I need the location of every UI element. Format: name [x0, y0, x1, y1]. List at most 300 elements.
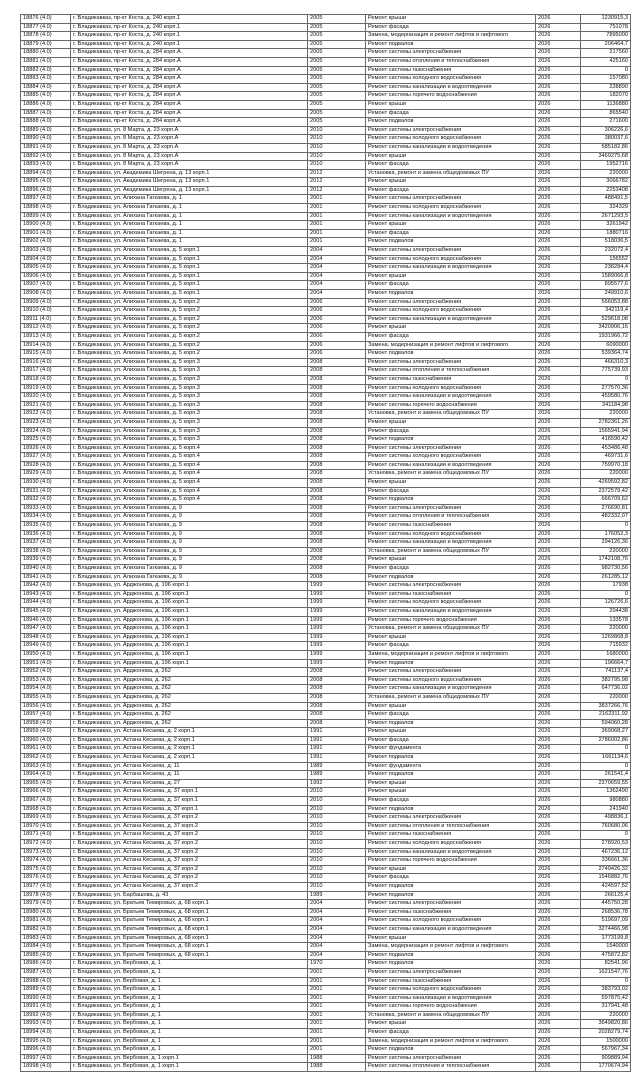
cost-cell: 1661134,6 [581, 754, 631, 763]
build-year-cell: 2005 [308, 118, 366, 127]
work-type-cell: Ремонт системы газоснабжения [366, 66, 536, 75]
cost-cell: 126726,6 [581, 599, 631, 608]
cost-cell: 271600 [581, 118, 631, 127]
row-id-cell: 18916 (4.0) [21, 358, 71, 367]
row-id-cell: 18915 (4.0) [21, 350, 71, 359]
address-cell: г. Владикавказ, пр-кт Коста, д. 284 корп.А [71, 109, 308, 118]
cost-cell: 566053,88 [581, 298, 631, 307]
build-year-cell: 1999 [308, 625, 366, 634]
build-year-cell: 2008 [308, 685, 366, 694]
cost-cell: 594060,28 [581, 719, 631, 728]
address-cell: г. Владикавказ, ул. Арджонова, д. 196 корп.1 [71, 582, 308, 591]
cost-cell: 1770674,94 [581, 1063, 631, 1072]
address-cell: г. Владикавказ, ул. 8 Марта, д. 23 корп.А [71, 135, 308, 144]
work-type-cell: Ремонт системы канализации и водоотведения [366, 83, 536, 92]
cost-cell: 156552 [581, 255, 631, 264]
planned-year-cell: 2026 [536, 728, 581, 737]
row-id-cell: 18978 (4.0) [21, 891, 71, 900]
build-year-cell: 2008 [308, 401, 366, 410]
build-year-cell: 2010 [308, 831, 366, 840]
cost-cell: 585182,86 [581, 143, 631, 152]
planned-year-cell: 2026 [536, 324, 581, 333]
address-cell: г. Владикавказ, ул. Алихана Гагкаева, д. 9 [71, 565, 308, 574]
work-type-cell: Ремонт системы горячего водоснабжения [366, 616, 536, 625]
work-type-cell: Ремонт системы газоснабжения [366, 522, 536, 531]
build-year-cell: 2004 [308, 264, 366, 273]
table-row [21, 960, 631, 969]
row-id-cell: 18921 (4.0) [21, 401, 71, 410]
row-id-cell: 18991 (4.0) [21, 1003, 71, 1012]
cost-cell: 467236,12 [581, 848, 631, 857]
address-cell: г. Владикавказ, ул. Арджонова, д. 196 корп.1 [71, 625, 308, 634]
table-row [21, 711, 631, 720]
row-id-cell: 18926 (4.0) [21, 444, 71, 453]
build-year-cell: 2010 [308, 135, 366, 144]
work-type-cell: Ремонт подвалов [366, 719, 536, 728]
address-cell: г. Владикавказ, ул. Арджонова, д. 196 корп.1 [71, 599, 308, 608]
address-cell: г. Владикавказ, ул. Алихана Гагкаева, д. 1 [71, 229, 308, 238]
work-type-cell: Ремонт системы холодного водоснабжения [366, 530, 536, 539]
table-row [21, 582, 631, 591]
table-row [21, 212, 631, 221]
address-cell: г. Владикавказ, пр-кт Коста, д. 284 корп.А [71, 92, 308, 101]
address-cell: г. Владикавказ, ул. Алихана Гагкаева, д. 5 корп.1 [71, 247, 308, 256]
row-id-cell: 18898 (4.0) [21, 204, 71, 213]
cost-cell: 2028279,74 [581, 1029, 631, 1038]
work-type-cell: Ремонт системы холодного водоснабжения [366, 255, 536, 264]
build-year-cell: 2008 [308, 410, 366, 419]
table-row [21, 186, 631, 195]
address-cell: г. Владикавказ, ул. Астана Кесаева, д. 2 корп.1 [71, 745, 308, 754]
address-cell: г. Владикавказ, ул. Алихана Гагкаева, д. 5 корп.4 [71, 479, 308, 488]
table-row [21, 75, 631, 84]
address-cell: г. Владикавказ, ул. Алихана Гагкаева, д. 5 корп.2 [71, 315, 308, 324]
build-year-cell: 2008 [308, 556, 366, 565]
cost-cell: 294126,36 [581, 539, 631, 548]
table-row [21, 221, 631, 230]
work-type-cell: Ремонт крыши [366, 702, 536, 711]
build-year-cell: 2005 [308, 83, 366, 92]
planned-year-cell: 2026 [536, 384, 581, 393]
build-year-cell: 2006 [308, 324, 366, 333]
planned-year-cell: 2026 [536, 685, 581, 694]
table-row [21, 15, 631, 24]
planned-year-cell: 2026 [536, 831, 581, 840]
table-row [21, 986, 631, 995]
row-id-cell: 18883 (4.0) [21, 75, 71, 84]
cost-cell: 0 [581, 831, 631, 840]
cost-cell: 369068,27 [581, 728, 631, 737]
table-row [21, 1037, 631, 1046]
address-cell: г. Владикавказ, ул. 8 Марта, д. 23 корп.А [71, 126, 308, 135]
table-row [21, 1029, 631, 1038]
build-year-cell: 2010 [308, 857, 366, 866]
address-cell: г. Владикавказ, ул. Астана Кесаева, д. 11 [71, 771, 308, 780]
table-row [21, 934, 631, 943]
build-year-cell: 2006 [308, 307, 366, 316]
table-row [21, 874, 631, 883]
build-year-cell: 2008 [308, 436, 366, 445]
address-cell: г. Владикавказ, ул. Арджонова, д. 262 [71, 668, 308, 677]
cost-cell: 909889,94 [581, 1054, 631, 1063]
row-id-cell: 18922 (4.0) [21, 410, 71, 419]
planned-year-cell: 2026 [536, 401, 581, 410]
build-year-cell: 2008 [308, 461, 366, 470]
table-row [21, 685, 631, 694]
planned-year-cell: 2026 [536, 470, 581, 479]
cost-cell: 0 [581, 977, 631, 986]
cost-cell: 176052,3 [581, 530, 631, 539]
build-year-cell: 1999 [308, 642, 366, 651]
cost-cell: 220000 [581, 693, 631, 702]
planned-year-cell: 2026 [536, 161, 581, 170]
planned-year-cell: 2026 [536, 745, 581, 754]
row-id-cell: 18955 (4.0) [21, 693, 71, 702]
address-cell: г. Владикавказ, ул. Алихана Гагкаева, д. 5 корп.2 [71, 350, 308, 359]
build-year-cell: 2001 [308, 1029, 366, 1038]
cost-cell: 266125,4 [581, 891, 631, 900]
row-id-cell: 18984 (4.0) [21, 943, 71, 952]
table-row [21, 92, 631, 101]
row-id-cell: 18889 (4.0) [21, 126, 71, 135]
planned-year-cell: 2026 [536, 822, 581, 831]
table-row [21, 607, 631, 616]
work-type-cell: Установка, ремонт и замена общедомовых ПУ [366, 1011, 536, 1020]
address-cell: г. Владикавказ, ул. Братьев Темировых, д. 68 корп.1 [71, 943, 308, 952]
address-cell: г. Владикавказ, ул. Братьев Темировых, д. 68 корп.1 [71, 908, 308, 917]
address-cell: г. Владикавказ, ул. Арджонова, д. 196 корп.1 [71, 659, 308, 668]
cost-cell: 488491,5 [581, 195, 631, 204]
row-id-cell: 18971 (4.0) [21, 831, 71, 840]
table-row [21, 857, 631, 866]
row-id-cell: 18918 (4.0) [21, 375, 71, 384]
address-cell: г. Владикавказ, ул. Арджонова, д. 262 [71, 676, 308, 685]
build-year-cell: 2008 [308, 427, 366, 436]
row-id-cell: 18963 (4.0) [21, 762, 71, 771]
cost-cell: 276690,81 [581, 504, 631, 513]
planned-year-cell: 2026 [536, 178, 581, 187]
work-type-cell: Ремонт подвалов [366, 496, 536, 505]
planned-year-cell: 2026 [536, 865, 581, 874]
cost-cell: 2162311,92 [581, 711, 631, 720]
planned-year-cell: 2026 [536, 797, 581, 806]
planned-year-cell: 2026 [536, 650, 581, 659]
row-id-cell: 18946 (4.0) [21, 616, 71, 625]
table-row [21, 247, 631, 256]
table-row [21, 788, 631, 797]
capital-repair-table [20, 14, 631, 1072]
cost-cell: 220000 [581, 410, 631, 419]
build-year-cell: 2008 [308, 453, 366, 462]
work-type-cell: Ремонт системы холодного водоснабжения [366, 599, 536, 608]
table-row [21, 229, 631, 238]
row-id-cell: 18982 (4.0) [21, 925, 71, 934]
table-row [21, 100, 631, 109]
table-row [21, 161, 631, 170]
cost-cell: 567967,34 [581, 1046, 631, 1055]
table-row [21, 951, 631, 960]
table-row [21, 169, 631, 178]
planned-year-cell: 2026 [536, 943, 581, 952]
build-year-cell: 1991 [308, 745, 366, 754]
work-type-cell: Ремонт системы горячего водоснабжения [366, 92, 536, 101]
table-row [21, 547, 631, 556]
work-type-cell: Ремонт крыши [366, 418, 536, 427]
cost-cell: 759970,18 [581, 461, 631, 470]
work-type-cell: Ремонт системы отопления и теплоснабжения [366, 822, 536, 831]
work-type-cell: Ремонт системы холодного водоснабжения [366, 840, 536, 849]
work-type-cell: Ремонт системы электроснабжения [366, 358, 536, 367]
row-id-cell: 18902 (4.0) [21, 238, 71, 247]
build-year-cell: 2001 [308, 986, 366, 995]
address-cell: г. Владикавказ, пр-кт Коста, д. 284 корп.А [71, 49, 308, 58]
work-type-cell: Ремонт системы электроснабжения [366, 900, 536, 909]
build-year-cell: 2010 [308, 126, 366, 135]
work-type-cell: Ремонт крыши [366, 324, 536, 333]
row-id-cell: 18989 (4.0) [21, 986, 71, 995]
build-year-cell: 2008 [308, 547, 366, 556]
planned-year-cell: 2026 [536, 367, 581, 376]
build-year-cell: 1992 [308, 779, 366, 788]
table-row [21, 668, 631, 677]
work-type-cell: Ремонт системы газоснабжения [366, 831, 536, 840]
planned-year-cell: 2026 [536, 229, 581, 238]
table-row [21, 470, 631, 479]
row-id-cell: 18942 (4.0) [21, 582, 71, 591]
planned-year-cell: 2026 [536, 814, 581, 823]
work-type-cell: Ремонт системы канализации и водоотведения [366, 393, 536, 402]
planned-year-cell: 2026 [536, 341, 581, 350]
row-id-cell: 18956 (4.0) [21, 702, 71, 711]
planned-year-cell: 2026 [536, 788, 581, 797]
table-row [21, 565, 631, 574]
planned-year-cell: 2026 [536, 994, 581, 1003]
build-year-cell: 2005 [308, 75, 366, 84]
address-cell: г. Владикавказ, пр-кт Коста, д. 284 корп.А [71, 66, 308, 75]
cost-cell: 1540000 [581, 943, 631, 952]
address-cell: г. Владикавказ, ул. Алихана Гагкаева, д. 5 корп.3 [71, 418, 308, 427]
work-type-cell: Ремонт подвалов [366, 350, 536, 359]
planned-year-cell: 2026 [536, 607, 581, 616]
address-cell: г. Владикавказ, ул. Алихана Гагкаева, д. 1 [71, 195, 308, 204]
build-year-cell: 2005 [308, 23, 366, 32]
row-id-cell: 18890 (4.0) [21, 135, 71, 144]
table-row [21, 195, 631, 204]
cost-cell: 3261942 [581, 221, 631, 230]
cost-cell: 1931966,72 [581, 332, 631, 341]
row-id-cell: 18928 (4.0) [21, 461, 71, 470]
address-cell: г. Владикавказ, ул. Астана Кесаева, д. 37 корп.2 [71, 840, 308, 849]
cost-cell: 3274466,98 [581, 925, 631, 934]
table-row [21, 882, 631, 891]
cost-cell: 1880716 [581, 229, 631, 238]
cost-cell: 2671293,5 [581, 212, 631, 221]
work-type-cell: Ремонт подвалов [366, 118, 536, 127]
planned-year-cell: 2026 [536, 92, 581, 101]
cost-cell: 3649820,86 [581, 1020, 631, 1029]
address-cell: г. Владикавказ, ул. Вербовая, д. 1 [71, 986, 308, 995]
address-cell: г. Владикавказ, ул. Астана Кесаева, д. 37 корп.1 [71, 788, 308, 797]
planned-year-cell: 2026 [536, 925, 581, 934]
row-id-cell: 18901 (4.0) [21, 229, 71, 238]
table-row [21, 771, 631, 780]
address-cell: г. Владикавказ, ул. Братьев Темировых, д. 68 корп.1 [71, 900, 308, 909]
row-id-cell: 18896 (4.0) [21, 186, 71, 195]
row-id-cell: 18906 (4.0) [21, 272, 71, 281]
work-type-cell: Ремонт фасада [366, 736, 536, 745]
work-type-cell: Замена, модернизация и ремонт лифтов и лифтового [366, 32, 536, 41]
build-year-cell: 2008 [308, 539, 366, 548]
table-row [21, 23, 631, 32]
row-id-cell: 18973 (4.0) [21, 848, 71, 857]
cost-cell: 2372579,42 [581, 487, 631, 496]
work-type-cell: Ремонт системы электроснабжения [366, 126, 536, 135]
cost-cell: 741137,4 [581, 668, 631, 677]
row-id-cell: 18886 (4.0) [21, 100, 71, 109]
planned-year-cell: 2026 [536, 169, 581, 178]
build-year-cell: 2004 [308, 247, 366, 256]
table-row [21, 57, 631, 66]
build-year-cell: 2006 [308, 315, 366, 324]
work-type-cell: Ремонт крыши [366, 779, 536, 788]
address-cell: г. Владикавказ, ул. Алихана Гагкаева, д. 5 корп.3 [71, 436, 308, 445]
build-year-cell: 1989 [308, 771, 366, 780]
planned-year-cell: 2026 [536, 582, 581, 591]
row-id-cell: 18947 (4.0) [21, 625, 71, 634]
address-cell: г. Владикавказ, ул. Братьев Темировых, д. 68 корп.1 [71, 951, 308, 960]
row-id-cell: 18884 (4.0) [21, 83, 71, 92]
table-row [21, 118, 631, 127]
row-id-cell: 18927 (4.0) [21, 453, 71, 462]
row-id-cell: 18909 (4.0) [21, 298, 71, 307]
address-cell: г. Владикавказ, ул. Вербовая, д. 1 [71, 960, 308, 969]
work-type-cell: Установка, ремонт и замена общедомовых ПУ [366, 470, 536, 479]
table-row [21, 126, 631, 135]
document-page [20, 14, 628, 1072]
address-cell: г. Владикавказ, ул. Алихана Гагкаева, д. 5 корп.3 [71, 384, 308, 393]
address-cell: г. Владикавказ, ул. Астана Кесаева, д. 37 корп.2 [71, 814, 308, 823]
table-row [21, 805, 631, 814]
row-id-cell: 18907 (4.0) [21, 281, 71, 290]
row-id-cell: 18983 (4.0) [21, 934, 71, 943]
address-cell: г. Владикавказ, ул. Вербовая, д. 1 корп.1 [71, 1063, 308, 1072]
build-year-cell: 2004 [308, 290, 366, 299]
planned-year-cell: 2026 [536, 49, 581, 58]
cost-cell: 453486,48 [581, 444, 631, 453]
work-type-cell: Ремонт фасада [366, 1029, 536, 1038]
address-cell: г. Владикавказ, ул. Алихана Гагкаева, д. 5 корп.3 [71, 358, 308, 367]
cost-cell: 1546882,76 [581, 874, 631, 883]
table-row [21, 264, 631, 273]
work-type-cell: Ремонт системы холодного водоснабжения [366, 384, 536, 393]
build-year-cell: 2004 [308, 900, 366, 909]
work-type-cell: Ремонт фасада [366, 642, 536, 651]
table-row [21, 1054, 631, 1063]
address-cell: г. Владикавказ, ул. Вербовая, д. 1 [71, 1037, 308, 1046]
address-cell: г. Владикавказ, ул. Астана Кесаева, д. 2 корп.1 [71, 728, 308, 737]
address-cell: г. Владикавказ, ул. Алихана Гагкаева, д. 5 корп.2 [71, 332, 308, 341]
cost-cell: 666709,62 [581, 496, 631, 505]
address-cell: г. Владикавказ, ул. Астана Кесаева, д. 37 корп.2 [71, 857, 308, 866]
work-type-cell: Ремонт фасада [366, 23, 536, 32]
planned-year-cell: 2026 [536, 255, 581, 264]
planned-year-cell: 2026 [536, 573, 581, 582]
build-year-cell: 2008 [308, 676, 366, 685]
work-type-cell: Замена, модернизация и ремонт лифтов и лифтового [366, 943, 536, 952]
planned-year-cell: 2026 [536, 410, 581, 419]
planned-year-cell: 2026 [536, 565, 581, 574]
cost-cell: 982730,56 [581, 565, 631, 574]
planned-year-cell: 2026 [536, 599, 581, 608]
row-id-cell: 18932 (4.0) [21, 496, 71, 505]
address-cell: г. Владикавказ, ул. Арджонова, д. 196 корп.1 [71, 633, 308, 642]
address-cell: г. Владикавказ, ул. Алихана Гагкаева, д. 5 корп.2 [71, 307, 308, 316]
table-row [21, 290, 631, 299]
address-cell: г. Владикавказ, ул. Братьев Темировых, д. 68 корп.1 [71, 934, 308, 943]
table-row [21, 797, 631, 806]
table-row [21, 943, 631, 952]
address-cell: г. Владикавказ, пр-кт Коста, д. 240 корп.1 [71, 40, 308, 49]
table-row [21, 281, 631, 290]
work-type-cell: Ремонт системы холодного водоснабжения [366, 135, 536, 144]
table-row [21, 444, 631, 453]
row-id-cell: 18882 (4.0) [21, 66, 71, 75]
cost-cell: 775739,93 [581, 367, 631, 376]
work-type-cell: Ремонт подвалов [366, 436, 536, 445]
row-id-cell: 18981 (4.0) [21, 917, 71, 926]
planned-year-cell: 2026 [536, 1029, 581, 1038]
table-row [21, 238, 631, 247]
row-id-cell: 18957 (4.0) [21, 711, 71, 720]
table-row [21, 1046, 631, 1055]
build-year-cell: 2005 [308, 40, 366, 49]
row-id-cell: 18975 (4.0) [21, 865, 71, 874]
row-id-cell: 18962 (4.0) [21, 754, 71, 763]
address-cell: г. Владикавказ, пр-кт Коста, д. 284 корп.А [71, 57, 308, 66]
address-cell: г. Владикавказ, пр-кт Коста, д. 240 корп.1 [71, 15, 308, 24]
row-id-cell: 18949 (4.0) [21, 642, 71, 651]
cost-cell: 3420906,16 [581, 324, 631, 333]
planned-year-cell: 2026 [536, 109, 581, 118]
row-id-cell: 18904 (4.0) [21, 255, 71, 264]
planned-year-cell: 2026 [536, 882, 581, 891]
build-year-cell: 2008 [308, 513, 366, 522]
address-cell: г. Владикавказ, ул. Академика Шегрена, д. 13 корп.1 [71, 186, 308, 195]
work-type-cell: Ремонт системы канализации и водоотведения [366, 461, 536, 470]
work-type-cell: Ремонт системы канализации и водоотведения [366, 212, 536, 221]
row-id-cell: 18960 (4.0) [21, 736, 71, 745]
planned-year-cell: 2026 [536, 290, 581, 299]
build-year-cell: 2008 [308, 693, 366, 702]
row-id-cell: 18879 (4.0) [21, 40, 71, 49]
work-type-cell: Ремонт системы холодного водоснабжения [366, 917, 536, 926]
address-cell: г. Владикавказ, ул. Астана Кесаева, д. 37 корп.2 [71, 882, 308, 891]
cost-cell: 133578 [581, 616, 631, 625]
cost-cell: 206464,7 [581, 40, 631, 49]
cost-cell: 895577,6 [581, 281, 631, 290]
row-id-cell: 18912 (4.0) [21, 324, 71, 333]
build-year-cell: 2010 [308, 152, 366, 161]
planned-year-cell: 2026 [536, 66, 581, 75]
address-cell: г. Владикавказ, ул. Алихана Гагкаева, д. 5 корп.4 [71, 444, 308, 453]
planned-year-cell: 2026 [536, 298, 581, 307]
table-row [21, 719, 631, 728]
build-year-cell: 2001 [308, 238, 366, 247]
row-id-cell: 18899 (4.0) [21, 212, 71, 221]
table-row [21, 994, 631, 1003]
cost-cell: 241940 [581, 805, 631, 814]
table-row [21, 865, 631, 874]
